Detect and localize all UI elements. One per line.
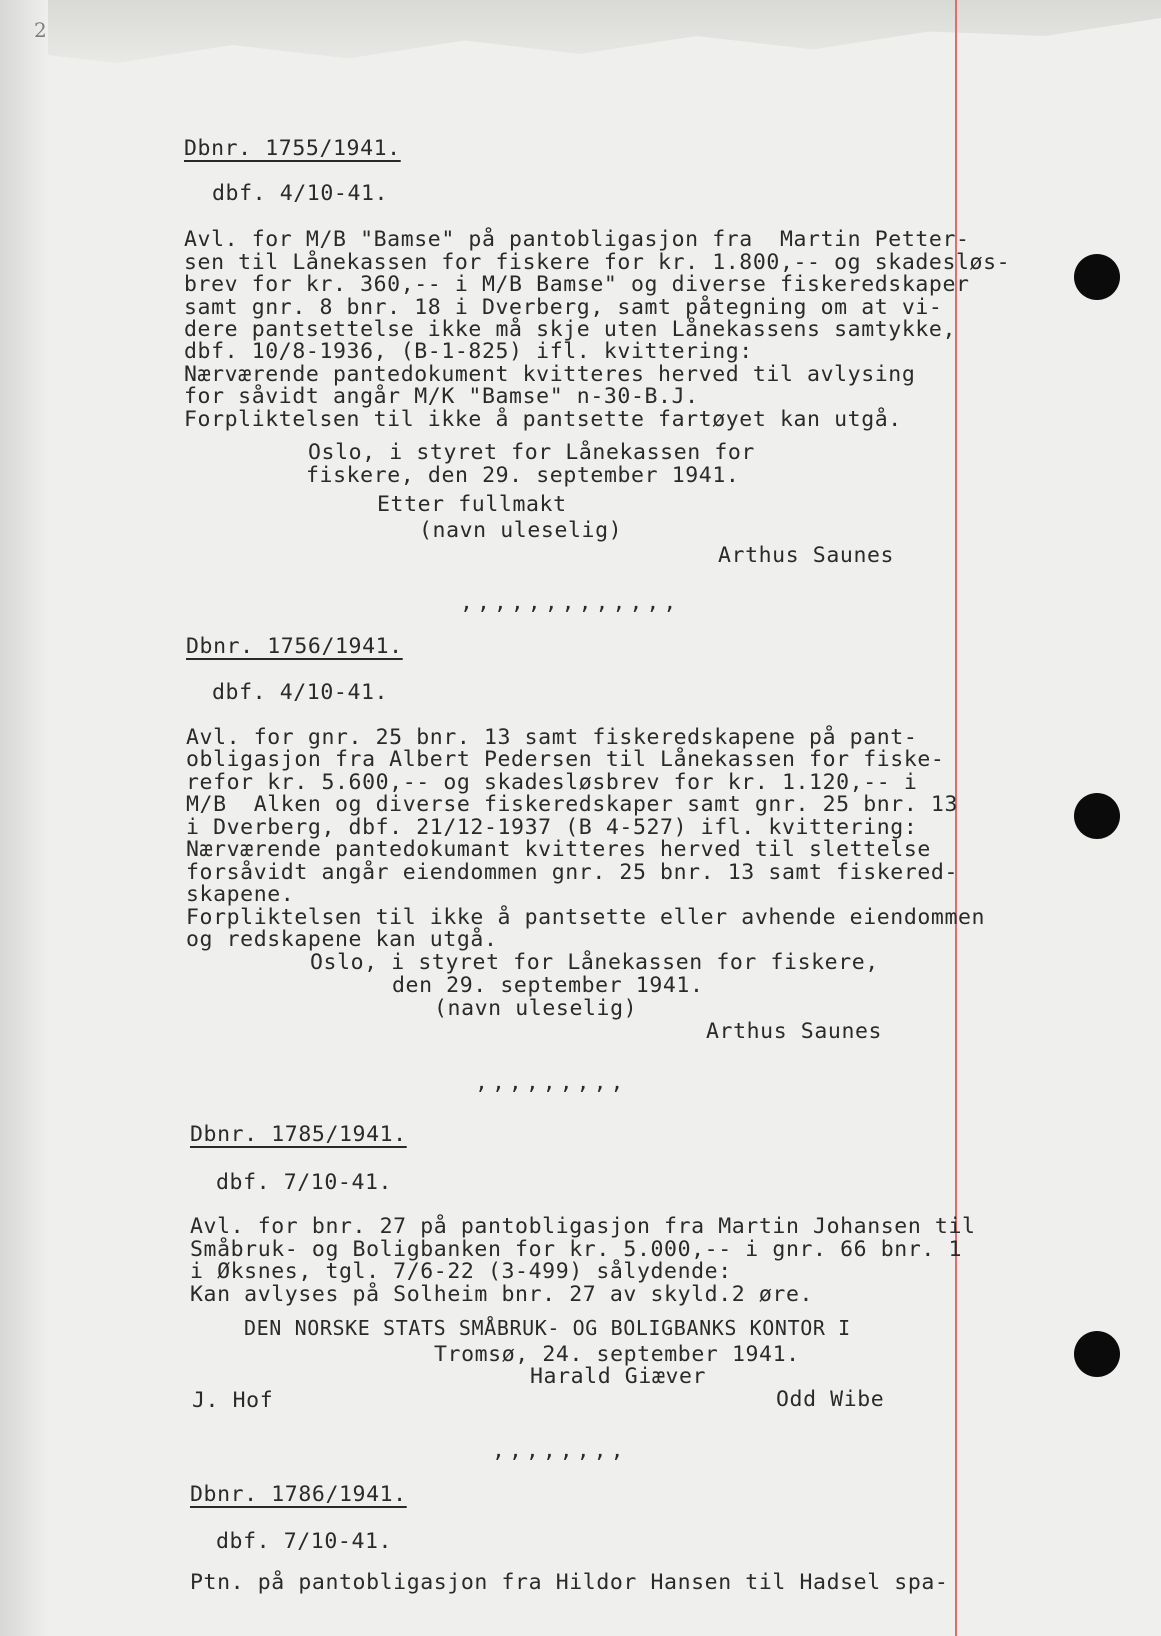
- signature-line: Arthus Saunes: [706, 1019, 883, 1044]
- entry-date: dbf. 4/10-41.: [212, 680, 389, 705]
- signature-line: Oslo, i styret for Lånekassen for fiskere,: [310, 950, 879, 975]
- body-line: i Øksnes, tgl. 7/6-22 (3-499) sålydende:: [190, 1259, 732, 1284]
- body-line: Forpliktelsen til ikke å pantsette fartøyet kan utgå.: [184, 407, 902, 432]
- body-line: dere pantsettelse ikke må skje uten Lånekassens samtykke,: [184, 317, 957, 342]
- body-line: Nærværende pantedokument kvitteres herved til avlysing: [184, 362, 916, 387]
- signature-line: (navn uleselig): [419, 518, 623, 543]
- body-line: M/B Alken og diverse fiskeredskaper samt gnr. 25 bnr. 13: [186, 792, 959, 817]
- body-line: sen til Lånekassen for fiskere for kr. 1.800,-- og skadesløs-: [184, 250, 1011, 275]
- body-line: Kan avlyses på Solheim bnr. 27 av skyld.2 øre.: [190, 1282, 814, 1307]
- body-line: obligasjon fra Albert Pedersen til Lånekassen for fiske-: [186, 747, 945, 772]
- punch-hole-middle: [1074, 793, 1120, 839]
- entry-header: Dbnr. 1755/1941.: [184, 136, 401, 161]
- body-line: Forpliktelsen til ikke å pantsette eller avhende eiendommen: [186, 905, 986, 930]
- signature-line: Odd Wibe: [776, 1387, 885, 1412]
- body-line: skapene.: [186, 882, 295, 907]
- body-line: dbf. 10/8-1936, (B-1-825) ifl. kvittering:: [184, 339, 753, 364]
- signature-line: Harald Giæver: [530, 1364, 707, 1389]
- body-line: Nærværende pantedokumant kvitteres herved til slettelse: [186, 837, 931, 862]
- torn-top-edge: [0, 0, 1161, 90]
- signature-line: DEN NORSKE STATS SMÅBRUK- OG BOLIGBANKS KONTOR I: [244, 1316, 851, 1340]
- punch-hole-top: [1074, 254, 1120, 300]
- entry-date: dbf. 4/10-41.: [212, 181, 389, 206]
- body-line: for såvidt angår M/K "Bamse" n-30-B.J.: [184, 384, 699, 409]
- body-line: forsåvidt angår eiendommen gnr. 25 bnr. 13 samt fiskered-: [186, 860, 959, 885]
- separator: ,,,,,,,,,,,,,: [460, 590, 681, 615]
- entry-date: dbf. 7/10-41.: [216, 1529, 393, 1554]
- body-line: Avl. for gnr. 25 bnr. 13 samt fiskeredskapene på pant-: [186, 725, 918, 750]
- body-line: i Dverberg, dbf. 21/12-1937 (B 4-527) ifl. kvittering:: [186, 815, 918, 840]
- body-line: og redskapene kan utgå.: [186, 927, 498, 952]
- body-line: Avl. for bnr. 27 på pantobligasjon fra Martin Johansen til: [190, 1214, 976, 1239]
- entry-header: Dbnr. 1785/1941.: [190, 1122, 407, 1147]
- signature-line: den 29. september 1941.: [392, 973, 704, 998]
- signature-line: Tromsø, 24. september 1941.: [434, 1342, 800, 1367]
- signature-line: Arthus Saunes: [718, 543, 895, 568]
- signature-line: fiskere, den 29. september 1941.: [306, 463, 740, 488]
- body-line: brev for kr. 360,-- i M/B Bamse" og diverse fiskeredskaper: [184, 272, 970, 297]
- signature-line: J. Hof: [192, 1388, 274, 1413]
- signature-line: (navn uleselig): [434, 996, 638, 1021]
- entry-date: dbf. 7/10-41.: [216, 1170, 393, 1195]
- body-line: refor kr. 5.600,-- og skadesløsbrev for kr. 1.120,-- i: [186, 770, 918, 795]
- entry-header: Dbnr. 1786/1941.: [190, 1482, 407, 1507]
- page-number: 2: [34, 18, 47, 42]
- signature-line: Oslo, i styret for Lånekassen for: [308, 440, 755, 465]
- body-line: Avl. for M/B "Bamse" på pantobligasjon fra Martin Petter-: [184, 227, 970, 252]
- page-binding-shadow: [0, 0, 48, 1636]
- punch-hole-bottom: [1074, 1331, 1120, 1377]
- body-line: Småbruk- og Boligbanken for kr. 5.000,-- i gnr. 66 bnr. 1: [190, 1237, 963, 1262]
- body-line: Ptn. på pantobligasjon fra Hildor Hansen til Hadsel spa-: [190, 1570, 949, 1595]
- separator: ,,,,,,,,,: [475, 1070, 628, 1095]
- separator: ,,,,,,,,: [492, 1438, 628, 1463]
- body-line: samt gnr. 8 bnr. 18 i Dverberg, samt påtegning om at vi-: [184, 295, 943, 320]
- entry-header: Dbnr. 1756/1941.: [186, 634, 403, 659]
- signature-line: Etter fullmakt: [377, 492, 567, 517]
